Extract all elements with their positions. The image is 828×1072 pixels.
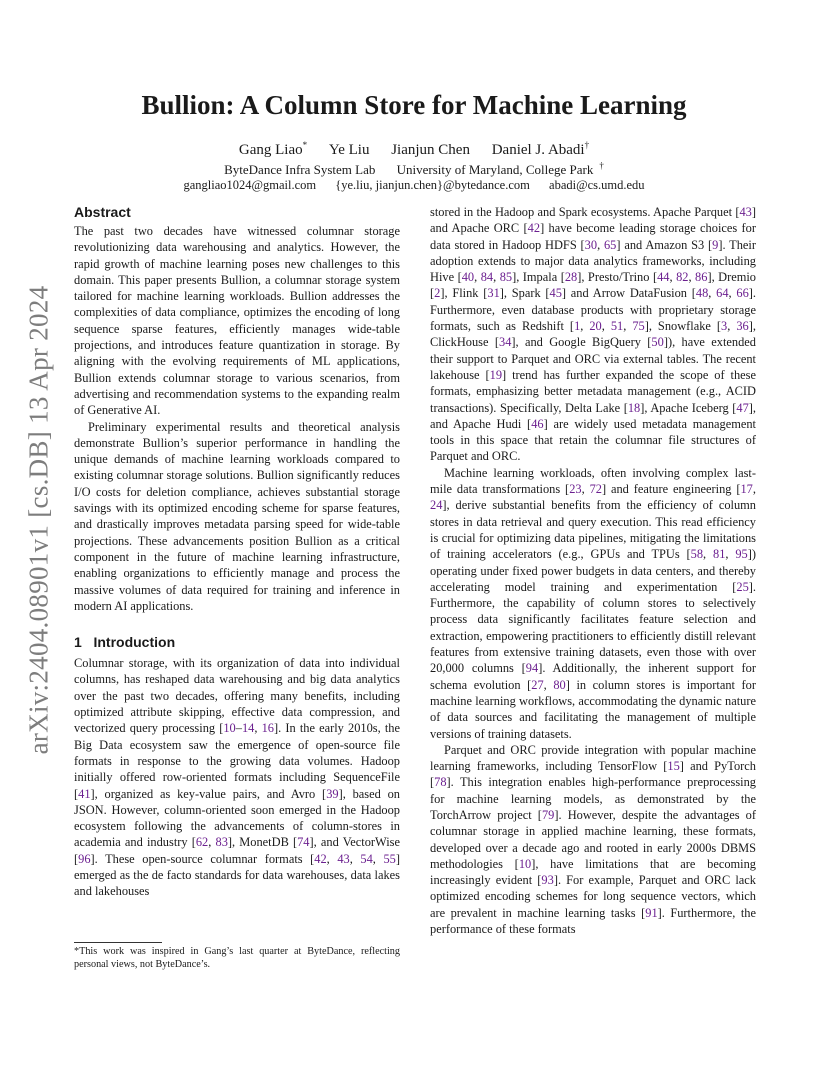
citation-link[interactable]: 54 [360,851,373,866]
author: Daniel J. Abadi† [491,140,590,158]
citation-link[interactable]: 43 [739,205,752,219]
section-heading: 1 Introduction [74,634,176,651]
citation-link[interactable]: 81 [713,547,726,562]
citation-link[interactable]: 47 [736,400,749,415]
paper-title: Bullion: A Column Store for Machine Learning [141,90,687,120]
citation-link[interactable]: 46 [531,416,544,431]
citation-link[interactable]: 91 [645,905,658,920]
citation-link[interactable]: 34 [499,335,512,350]
citation-link[interactable]: 86 [695,270,708,285]
citation-link[interactable]: 1 [574,319,581,334]
citation-link[interactable]: 23 [569,482,582,497]
citation-link[interactable]: 95 [735,547,748,562]
arxiv-identifier: arXiv:2404.08901v1 [cs.DB] 13 Apr 2024 [23,285,54,755]
affiliations [80,161,748,178]
citation-link[interactable]: 27 [531,677,544,692]
email: {ye.liu, jianjun.chen}@bytedance.com [335,178,530,192]
citation-link[interactable]: 80 [553,677,566,692]
citation-link[interactable]: 75 [632,319,645,334]
citation-link[interactable]: 64 [716,286,729,301]
citation-link[interactable]: 10 [518,856,532,871]
affiliation: University of Maryland, College Park † [396,160,604,177]
abstract-paragraph: Preliminary experimental results and theoretical analysis demonstrate Bullion’s superior performance in handling the unique demands of machine learning workloads compared to existing columnar storage solutions. Bullion significantly reduces I/O costs for deletion compliance, achieves substantial storage savings with its optimized encoding scheme for sparse features, and drastically improves metadata parsing speed for wide-table projections. These advancements position Bullion as a critical component in the future of machine learning infrastructure, enabling organizations to efficiently manage and process the massive volumes of data required for training and inference in modern AI applications. [74,419,400,613]
left-column [74,203,400,900]
citation-link[interactable]: 31 [487,286,500,301]
citation-link[interactable]: 43 [337,851,350,866]
abstract-heading: Abstract [74,204,131,220]
author-list [80,141,748,159]
citation-link[interactable]: 36 [736,319,749,334]
citation-link[interactable]: 9 [712,237,719,252]
citation-link[interactable]: 74 [297,835,310,850]
citation-link[interactable]: 84 [480,270,494,285]
footnote-rule [74,942,162,943]
citation-link[interactable]: 93 [541,873,554,888]
citation-link[interactable]: 85 [499,270,513,285]
citation-link[interactable]: 42 [314,851,327,866]
citation-link[interactable]: 17 [740,482,753,497]
citation-link[interactable]: 96 [78,851,91,866]
citation-link[interactable]: 19 [489,367,503,382]
citation-link[interactable]: 66 [736,286,749,301]
citation-link[interactable]: 45 [549,286,562,301]
citation-link[interactable]: 15 [667,759,680,774]
citation-link[interactable]: 62 [195,835,209,850]
citation-link[interactable]: 72 [589,482,602,497]
citation-link[interactable]: 79 [541,807,555,822]
author: Jianjun Chen [391,142,470,158]
citation-link[interactable]: 10 [223,721,236,736]
affiliation: ByteDance Infra System Lab [224,162,376,177]
right-column [430,204,756,937]
citation-link[interactable]: 50 [651,335,664,350]
email: gangliao1024@gmail.com [183,178,317,192]
citation-link[interactable]: 94 [525,661,539,676]
citation-link[interactable]: 3 [721,319,728,334]
citation-link[interactable]: 16 [261,721,274,736]
citation-link[interactable]: 30 [584,237,598,252]
citation-link[interactable]: 48 [695,286,709,301]
footnote: *This work was inspired in Gang’s last quarter at ByteDance, reflecting personal views, not ByteDance’s. [74,946,400,970]
citation-link[interactable]: 83 [215,835,228,850]
citation-link[interactable]: 14 [241,721,255,736]
citation-link[interactable]: 18 [627,400,641,415]
citation-link[interactable]: 82 [676,270,689,285]
citation-link[interactable]: 39 [326,786,339,801]
citation-link[interactable]: 40 [461,270,475,285]
citation-link[interactable]: 78 [434,775,447,790]
citation-link[interactable]: 55 [383,851,396,866]
body-paragraph: stored in the Hadoop and Spark ecosystems. Apache Parquet [43] and Apache ORC [42] have become leading storage choices for data stored in Hadoop HDFS [30, 65] and Amazon S3 [9]. Their adoption extends to major data analytics frameworks, including Hive [40, 84, 85], Impala [28], Presto/Trino [44, 82, 86], Dremio [2], Flink [31], Spark [45] and Arrow DataFusion [48, 64, 66]. Furthermore, even database products with proprietary storage formats, such as Redshift [1, 20, 51, 75], Snowflake [3, 36], ClickHouse [34], and Google BigQuery [50]), have extended their support to Parquet and ORC via external tables. The recent lakehouse [19] trend has further expanded the scope of these formats, emphasizing better metadata management (e.g., ACID transactions). Specifically, Delta Lake [18], Apache Iceberg [47], and Apache Hudi [46] are widely used metadata management tools in this space that retain the columnar file structures of Parquet and ORC. [430,205,757,464]
citation-link[interactable]: 51 [610,319,624,334]
emails [80,177,748,194]
citation-link[interactable]: 2 [434,286,441,301]
citation-link[interactable]: 44 [657,270,670,285]
author: Ye Liu [328,142,370,158]
citation-link[interactable]: 42 [527,221,541,236]
citation-link[interactable]: 65 [603,237,617,252]
intro-paragraph: Columnar storage, with its organization of data into individual columns, has reshaped data warehousing and big data analytics over the past two decades, offering many benefits, including optimized attribute skipping, effective data compression, and vectorized query processing [10–14, 16]. In the early 2010s, the Big Data ecosystem saw the emergence of open-source file formats in response to the growing data volumes. Hadoop initially offered row-oriented formats including SequenceFile [41], organized as key-value pairs, and Avro [39], based on JSON. However, column-oriented soon emerged in the Hadoop ecosystem following the advancements of column-stores in academia and industry [62, 83], MonetDB [74], and VectorWise [96]. These open-source columnar formats [42, 43, 54, 55] emerged as the de facto standards for data warehouses, data lakes and lakehouses [74,656,400,899]
body-paragraph: Parquet and ORC provide integration with popular machine learning frameworks, including TensorFlow [15] and PyTorch [78]. This integration enables high-performance preprocessing for machine learning models, as demonstrated by the TorchArrow project [79]. However, despite the advantages of columnar storage in applied machine learning, these formats, developed over a decade ago and rooted in early 2000s DBMS methodologies [10], have limitations that are becoming increasingly evident [93]. For example, Parquet and ORC lack optimized encoding schemes for long sequence vectors, which are prevalent in machine learning tasks [91]. Furthermore, the performance of these formats [430,742,757,937]
body-paragraph: Machine learning workloads, often involving complex last-mile data transformations [23, 72] and feature engineering [17, 24], derive substantial benefits from the efficiency of column stores in data retrieval and query execution. This read efficiency is crucial for optimizing data pipelines, mitigating the limitations of training accelerators (e.g., GPUs and TPUs [58, 81, 95]) operating under fixed power budgets in data centers, and thereby accelerating model training and experimentation [25]. Furthermore, the capability of column stores to selectively process data significantly facilitates feature selection and extraction, empowering practitioners to efficiently distill relevant features from extensive training datasets, even those with over 20,000 columns [94]. Additionally, the inherent support for schema evolution [27, 80] in column stores is important for machine learning workflows, accommodating the dynamic nature of data sources and facilitating the management of multiple versions of training datasets. [430,465,757,741]
citation-link[interactable]: 58 [690,547,704,562]
citation-link[interactable]: 24 [430,498,443,513]
citation-link[interactable]: 41 [78,786,91,801]
citation-link[interactable]: 28 [564,270,578,285]
email: abadi@cs.umd.edu [549,178,645,192]
citation-link[interactable]: 25 [736,579,749,594]
abstract-paragraph: The past two decades have witnessed columnar storage revolutionizing data warehousing and analytics. However, the rapid growth of machine learning poses new challenges to this domain. This paper presents Bullion, a columnar storage system tailored for machine learning workloads. Bullion addresses the complexities of data compliance, optimizes the encoding of long sequence sparse features, efficiently manages wide-table projections, and introduces feature quantization in storage. By aligning with the evolving requirements of ML applications, Bullion extends columnar storage to various scenarios, from advertising and recommendation systems to the expanding realm of Generative AI. [74,224,400,418]
arxiv-sidebar [20,0,58,1072]
citation-link[interactable]: 20 [589,319,602,334]
author: Gang Liao* [238,140,308,158]
